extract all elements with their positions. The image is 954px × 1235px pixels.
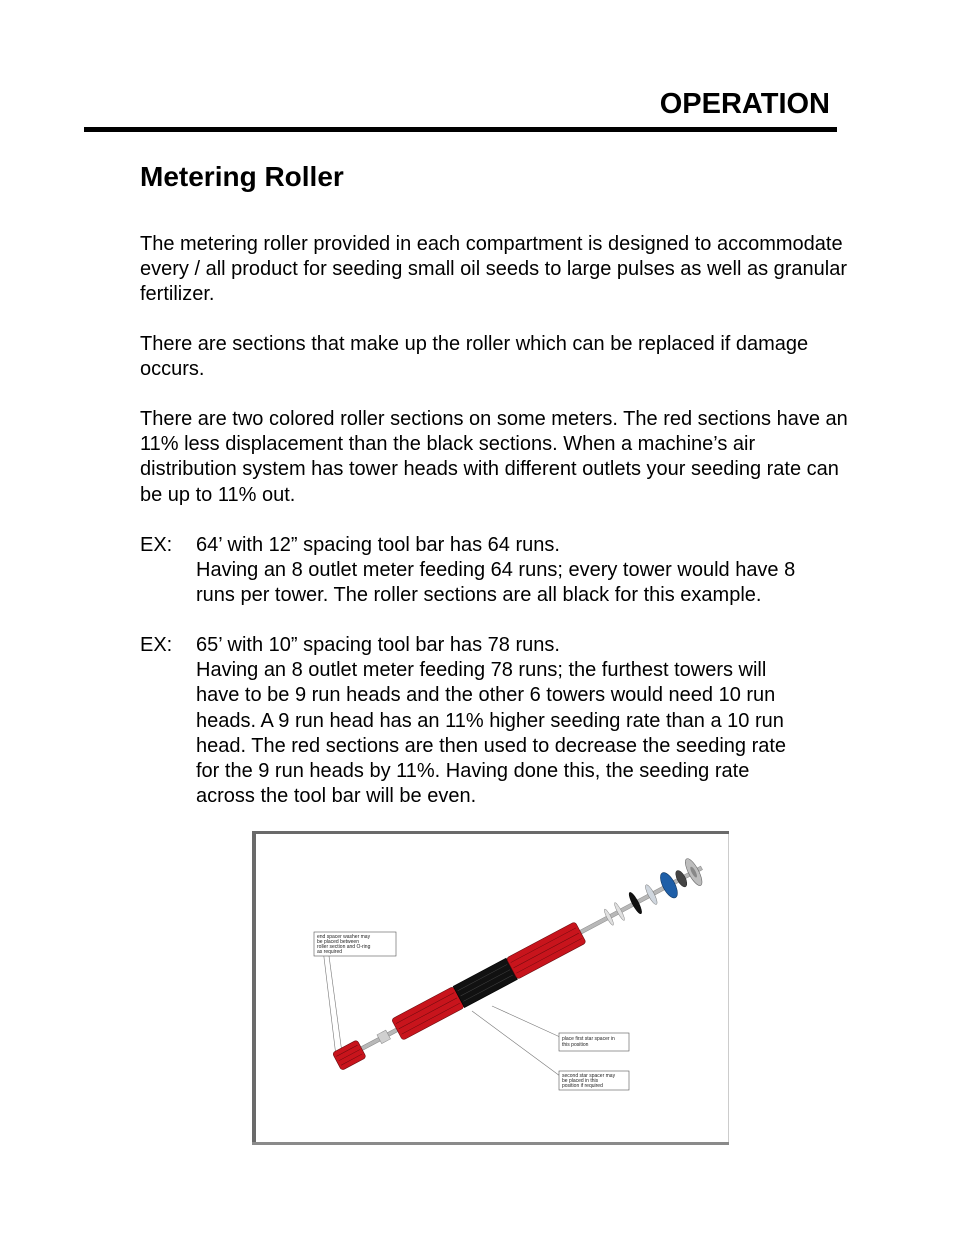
section-title: OPERATION	[659, 88, 830, 120]
paragraph-3: There are two colored roller sections on some meters. The red sections have an 11% less displacement than the black sections. When a machine’s air distribution system has tower heads with different outlets your seeding rate can be up to 11% out.	[140, 408, 848, 506]
callout-line: this position	[562, 1042, 589, 1048]
example-line: for the 9 run heads by 11%. Having done this, the seeding rate	[196, 760, 750, 783]
callout-second-star-spacer	[559, 1071, 629, 1090]
header-rule	[84, 127, 837, 132]
example-body	[196, 533, 896, 609]
callout-line: end spacer washer may	[317, 934, 371, 940]
example-line: Having an 8 outlet meter feeding 64 runs; every tower would have 8	[196, 559, 796, 582]
paragraph-2: There are sections that make up the roller which can be replaced if damage occurs.	[140, 333, 809, 381]
example-line: heads. A 9 run head has an 11% higher seeding rate than a 10 run	[196, 709, 784, 732]
example-body	[196, 633, 896, 809]
example-line: Having an 8 outlet meter feeding 78 runs; the furthest towers will	[196, 659, 767, 682]
roller-diagram	[252, 831, 729, 1145]
paragraph-1: The metering roller provided in each compartment is designed to accommodate every / all product for seeding small oil seeds to large pulses as well as granular fertilizer.	[140, 233, 848, 306]
example-label: EX:	[140, 634, 173, 656]
callout-line: as required	[317, 949, 343, 955]
example-line: 65’ with 10” spacing tool bar has 78 runs.	[196, 634, 560, 656]
example-line: have to be 9 run heads and the other 6 towers would need 10 run	[196, 684, 776, 707]
example-line: 64’ with 12” spacing tool bar has 64 runs.	[196, 534, 560, 556]
callout-line: second star spacer may	[562, 1073, 616, 1079]
callout-first-star-spacer	[559, 1033, 629, 1051]
example-line: across the tool bar will be even.	[196, 785, 477, 808]
example-label: EX:	[140, 534, 173, 556]
callout-line: be placed in this	[562, 1078, 599, 1084]
callout-line: be placed between	[317, 939, 359, 945]
example-line: runs per tower. The roller sections are all black for this example.	[196, 584, 762, 607]
callout-line: place first star spacer in	[562, 1036, 615, 1042]
callout-line: position if required	[562, 1083, 603, 1089]
callout-line: roller section and O-ring	[317, 944, 371, 950]
roller-figure	[252, 831, 729, 1145]
page-heading: Metering Roller	[140, 161, 344, 192]
example-line: head. The red sections are then used to decrease the seeding rate	[196, 734, 787, 757]
callout-end-spacer	[314, 932, 396, 956]
